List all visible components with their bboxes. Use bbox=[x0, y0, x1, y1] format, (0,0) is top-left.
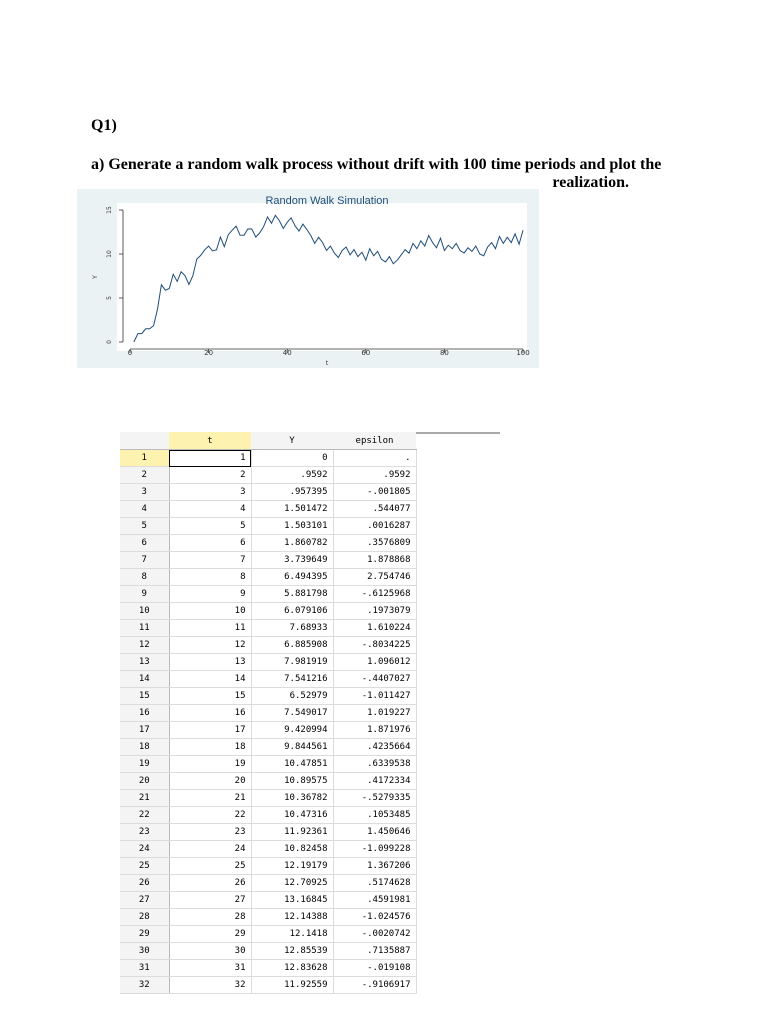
cell-epsilon[interactable]: -1.011427 bbox=[333, 688, 416, 705]
table-row[interactable] bbox=[120, 807, 500, 824]
table-body bbox=[120, 450, 500, 994]
random-walk-chart bbox=[77, 189, 539, 368]
row-number: 19 bbox=[120, 756, 169, 773]
row-number: 23 bbox=[120, 824, 169, 841]
table-row[interactable] bbox=[120, 773, 500, 790]
cell-t[interactable]: 1 bbox=[169, 450, 251, 467]
cell-epsilon[interactable]: 2.754746 bbox=[333, 569, 416, 586]
cell-y[interactable]: 1.503101 bbox=[251, 518, 333, 535]
table-row[interactable] bbox=[120, 484, 500, 501]
cell-t[interactable]: 28 bbox=[169, 909, 251, 926]
table-row[interactable] bbox=[120, 790, 500, 807]
cell-epsilon[interactable]: -.5279335 bbox=[333, 790, 416, 807]
cell-epsilon[interactable]: . bbox=[333, 450, 416, 467]
cell-y[interactable]: 6.885908 bbox=[251, 637, 333, 654]
row-number: 26 bbox=[120, 875, 169, 892]
table-row[interactable] bbox=[120, 943, 500, 960]
row-number: 16 bbox=[120, 705, 169, 722]
x-tick-label: 60 bbox=[361, 349, 371, 357]
cell-t[interactable]: 30 bbox=[169, 943, 251, 960]
cell-t[interactable]: 21 bbox=[169, 790, 251, 807]
cell-t[interactable]: 7 bbox=[169, 552, 251, 569]
column-header-epsilon[interactable]: epsilon bbox=[333, 432, 416, 450]
row-number: 13 bbox=[120, 654, 169, 671]
row-number: 27 bbox=[120, 892, 169, 909]
cell-y[interactable]: 6.079106 bbox=[251, 603, 333, 620]
table-row[interactable] bbox=[120, 824, 500, 841]
cell-t[interactable]: 12 bbox=[169, 637, 251, 654]
cell-t[interactable]: 5 bbox=[169, 518, 251, 535]
cell-t[interactable]: 22 bbox=[169, 807, 251, 824]
table-row[interactable] bbox=[120, 739, 500, 756]
cell-y[interactable]: 3.739649 bbox=[251, 552, 333, 569]
table-row[interactable] bbox=[120, 892, 500, 909]
cell-y[interactable]: 0 bbox=[251, 450, 333, 467]
cell-t[interactable]: 17 bbox=[169, 722, 251, 739]
cell-y[interactable]: 10.82458 bbox=[251, 841, 333, 858]
table-row[interactable] bbox=[120, 722, 500, 739]
row-number: 15 bbox=[120, 688, 169, 705]
data-editor-grid[interactable] bbox=[120, 432, 500, 1002]
cell-y[interactable]: 7.981919 bbox=[251, 654, 333, 671]
cell-y[interactable]: .9592 bbox=[251, 467, 333, 484]
table-row[interactable] bbox=[120, 858, 500, 875]
question-line-2: realization. bbox=[552, 174, 629, 191]
cell-y[interactable]: 12.19179 bbox=[251, 858, 333, 875]
chart-title: Random Walk Simulation bbox=[265, 195, 389, 207]
cell-epsilon[interactable]: 1.450646 bbox=[333, 824, 416, 841]
cell-epsilon[interactable]: .0016287 bbox=[333, 518, 416, 535]
y-tick-label: 15 bbox=[106, 206, 113, 214]
table-row[interactable] bbox=[120, 654, 500, 671]
table-row[interactable] bbox=[120, 450, 500, 467]
table-row[interactable] bbox=[120, 960, 500, 977]
table-row[interactable] bbox=[120, 909, 500, 926]
cell-t[interactable]: 20 bbox=[169, 773, 251, 790]
cell-t[interactable]: 26 bbox=[169, 875, 251, 892]
cell-t[interactable]: 10 bbox=[169, 603, 251, 620]
cell-y[interactable]: 10.47851 bbox=[251, 756, 333, 773]
cell-y[interactable]: 5.881798 bbox=[251, 586, 333, 603]
cell-epsilon[interactable]: .6339538 bbox=[333, 756, 416, 773]
cell-epsilon[interactable]: .4172334 bbox=[333, 773, 416, 790]
header-row bbox=[120, 432, 500, 450]
table-row[interactable] bbox=[120, 926, 500, 943]
cell-epsilon[interactable]: .1053485 bbox=[333, 807, 416, 824]
cell-t[interactable]: 16 bbox=[169, 705, 251, 722]
cell-t[interactable]: 29 bbox=[169, 926, 251, 943]
table-row[interactable] bbox=[120, 841, 500, 858]
row-number: 9 bbox=[120, 586, 169, 603]
cell-y[interactable]: 6.52979 bbox=[251, 688, 333, 705]
row-number: 30 bbox=[120, 943, 169, 960]
table-row[interactable] bbox=[120, 603, 500, 620]
cell-y[interactable]: 7.541216 bbox=[251, 671, 333, 688]
row-number: 14 bbox=[120, 671, 169, 688]
row-number: 18 bbox=[120, 739, 169, 756]
y-axis-label: Y bbox=[92, 275, 99, 279]
cell-epsilon[interactable]: .3576809 bbox=[333, 535, 416, 552]
y-tick-label: 10 bbox=[106, 250, 113, 258]
x-tick-label: 100 bbox=[516, 349, 530, 357]
row-number: 11 bbox=[120, 620, 169, 637]
table-row[interactable] bbox=[120, 620, 500, 637]
cell-y[interactable]: 12.1418 bbox=[251, 926, 333, 943]
table-row[interactable] bbox=[120, 518, 500, 535]
cell-epsilon[interactable]: -.0020742 bbox=[333, 926, 416, 943]
cell-y[interactable]: 7.68933 bbox=[251, 620, 333, 637]
cell-t[interactable]: 4 bbox=[169, 501, 251, 518]
cell-t[interactable]: 8 bbox=[169, 569, 251, 586]
table-row[interactable] bbox=[120, 535, 500, 552]
column-header-y[interactable]: Y bbox=[251, 432, 333, 450]
cell-epsilon[interactable]: -1.024576 bbox=[333, 909, 416, 926]
cell-t[interactable]: 9 bbox=[169, 586, 251, 603]
row-number: 10 bbox=[120, 603, 169, 620]
table-row[interactable] bbox=[120, 569, 500, 586]
cell-epsilon[interactable]: -.4407027 bbox=[333, 671, 416, 688]
row-number: 4 bbox=[120, 501, 169, 518]
table-row[interactable] bbox=[120, 586, 500, 603]
cell-epsilon[interactable]: .544077 bbox=[333, 501, 416, 518]
row-number: 7 bbox=[120, 552, 169, 569]
cell-t[interactable]: 27 bbox=[169, 892, 251, 909]
cell-y[interactable]: 6.494395 bbox=[251, 569, 333, 586]
cell-y[interactable]: 12.14388 bbox=[251, 909, 333, 926]
cell-epsilon[interactable]: .4235664 bbox=[333, 739, 416, 756]
cell-t[interactable]: 19 bbox=[169, 756, 251, 773]
x-tick-label: 0 bbox=[127, 349, 133, 357]
cell-t[interactable]: 13 bbox=[169, 654, 251, 671]
row-number: 1 bbox=[120, 450, 169, 467]
table-row[interactable] bbox=[120, 501, 500, 518]
cell-epsilon[interactable]: -.8034225 bbox=[333, 637, 416, 654]
table-row[interactable] bbox=[120, 977, 500, 994]
cell-epsilon[interactable]: 1.610224 bbox=[333, 620, 416, 637]
cell-t[interactable]: 11 bbox=[169, 620, 251, 637]
row-number: 22 bbox=[120, 807, 169, 824]
cell-epsilon[interactable]: .7135887 bbox=[333, 943, 416, 960]
cell-t[interactable]: 31 bbox=[169, 960, 251, 977]
y-tick-label: 0 bbox=[106, 340, 113, 344]
cell-epsilon[interactable]: -1.099228 bbox=[333, 841, 416, 858]
x-tick-label: 20 bbox=[204, 349, 214, 357]
table-row[interactable] bbox=[120, 705, 500, 722]
cell-y[interactable]: 1.860782 bbox=[251, 535, 333, 552]
row-number: 3 bbox=[120, 484, 169, 501]
cell-epsilon[interactable]: -.019108 bbox=[333, 960, 416, 977]
row-number: 25 bbox=[120, 858, 169, 875]
cell-epsilon[interactable]: -.001805 bbox=[333, 484, 416, 501]
cell-t[interactable]: 23 bbox=[169, 824, 251, 841]
table-row[interactable] bbox=[120, 671, 500, 688]
row-number: 12 bbox=[120, 637, 169, 654]
cell-epsilon[interactable]: .5174628 bbox=[333, 875, 416, 892]
cell-t[interactable]: 18 bbox=[169, 739, 251, 756]
cell-t[interactable]: 3 bbox=[169, 484, 251, 501]
cell-epsilon[interactable]: 1.878868 bbox=[333, 552, 416, 569]
row-number: 17 bbox=[120, 722, 169, 739]
cell-y[interactable]: 9.844561 bbox=[251, 739, 333, 756]
cell-t[interactable]: 6 bbox=[169, 535, 251, 552]
row-number: 29 bbox=[120, 926, 169, 943]
row-number: 8 bbox=[120, 569, 169, 586]
cell-epsilon[interactable]: 1.019227 bbox=[333, 705, 416, 722]
question-text bbox=[91, 156, 691, 192]
cell-epsilon[interactable]: .1973079 bbox=[333, 603, 416, 620]
x-tick-label: 80 bbox=[439, 349, 449, 357]
cell-t[interactable]: 14 bbox=[169, 671, 251, 688]
cell-y[interactable]: 12.85539 bbox=[251, 943, 333, 960]
cell-epsilon[interactable]: .4591981 bbox=[333, 892, 416, 909]
table-row[interactable] bbox=[120, 875, 500, 892]
cell-y[interactable]: 13.16845 bbox=[251, 892, 333, 909]
question-line-1: a) Generate a random walk process without drift with 100 time periods and plot the bbox=[91, 156, 662, 173]
cell-y[interactable]: 12.83628 bbox=[251, 960, 333, 977]
cell-t[interactable]: 24 bbox=[169, 841, 251, 858]
row-number: 28 bbox=[120, 909, 169, 926]
table-row[interactable] bbox=[120, 756, 500, 773]
cell-t[interactable]: 2 bbox=[169, 467, 251, 484]
row-number: 32 bbox=[120, 977, 169, 994]
cell-y[interactable]: 9.420994 bbox=[251, 722, 333, 739]
cell-y[interactable]: 11.92361 bbox=[251, 824, 333, 841]
table-row[interactable] bbox=[120, 552, 500, 569]
cell-y[interactable]: 12.70925 bbox=[251, 875, 333, 892]
cell-t[interactable]: 32 bbox=[169, 977, 251, 994]
row-number: 6 bbox=[120, 535, 169, 552]
column-header-t[interactable]: t bbox=[169, 432, 251, 450]
cell-epsilon[interactable]: -.9106917 bbox=[333, 977, 416, 994]
row-number: 20 bbox=[120, 773, 169, 790]
row-number: 21 bbox=[120, 790, 169, 807]
data-table bbox=[120, 432, 500, 994]
cell-epsilon[interactable]: 1.871976 bbox=[333, 722, 416, 739]
row-number: 2 bbox=[120, 467, 169, 484]
row-number: 5 bbox=[120, 518, 169, 535]
cell-epsilon[interactable]: 1.367206 bbox=[333, 858, 416, 875]
cell-epsilon[interactable]: .9592 bbox=[333, 467, 416, 484]
cell-y[interactable]: .957395 bbox=[251, 484, 333, 501]
row-number: 31 bbox=[120, 960, 169, 977]
cell-y[interactable]: 11.92559 bbox=[251, 977, 333, 994]
table-row[interactable] bbox=[120, 467, 500, 484]
corner-cell bbox=[120, 432, 169, 450]
row-number: 24 bbox=[120, 841, 169, 858]
cell-y[interactable]: 10.89575 bbox=[251, 773, 333, 790]
cell-epsilon[interactable]: -.6125968 bbox=[333, 586, 416, 603]
cell-epsilon[interactable]: 1.096012 bbox=[333, 654, 416, 671]
cell-y[interactable]: 1.501472 bbox=[251, 501, 333, 518]
y-tick-label: 5 bbox=[106, 296, 113, 300]
question-label: Q1) bbox=[91, 117, 117, 134]
cell-t[interactable]: 15 bbox=[169, 688, 251, 705]
cell-y[interactable]: 10.47316 bbox=[251, 807, 333, 824]
x-axis-label: t bbox=[325, 360, 329, 367]
table-row[interactable] bbox=[120, 688, 500, 705]
cell-y[interactable]: 10.36782 bbox=[251, 790, 333, 807]
table-row[interactable] bbox=[120, 637, 500, 654]
cell-y[interactable]: 7.549017 bbox=[251, 705, 333, 722]
cell-t[interactable]: 25 bbox=[169, 858, 251, 875]
chart-svg bbox=[77, 189, 539, 368]
x-tick-label: 40 bbox=[282, 349, 292, 357]
